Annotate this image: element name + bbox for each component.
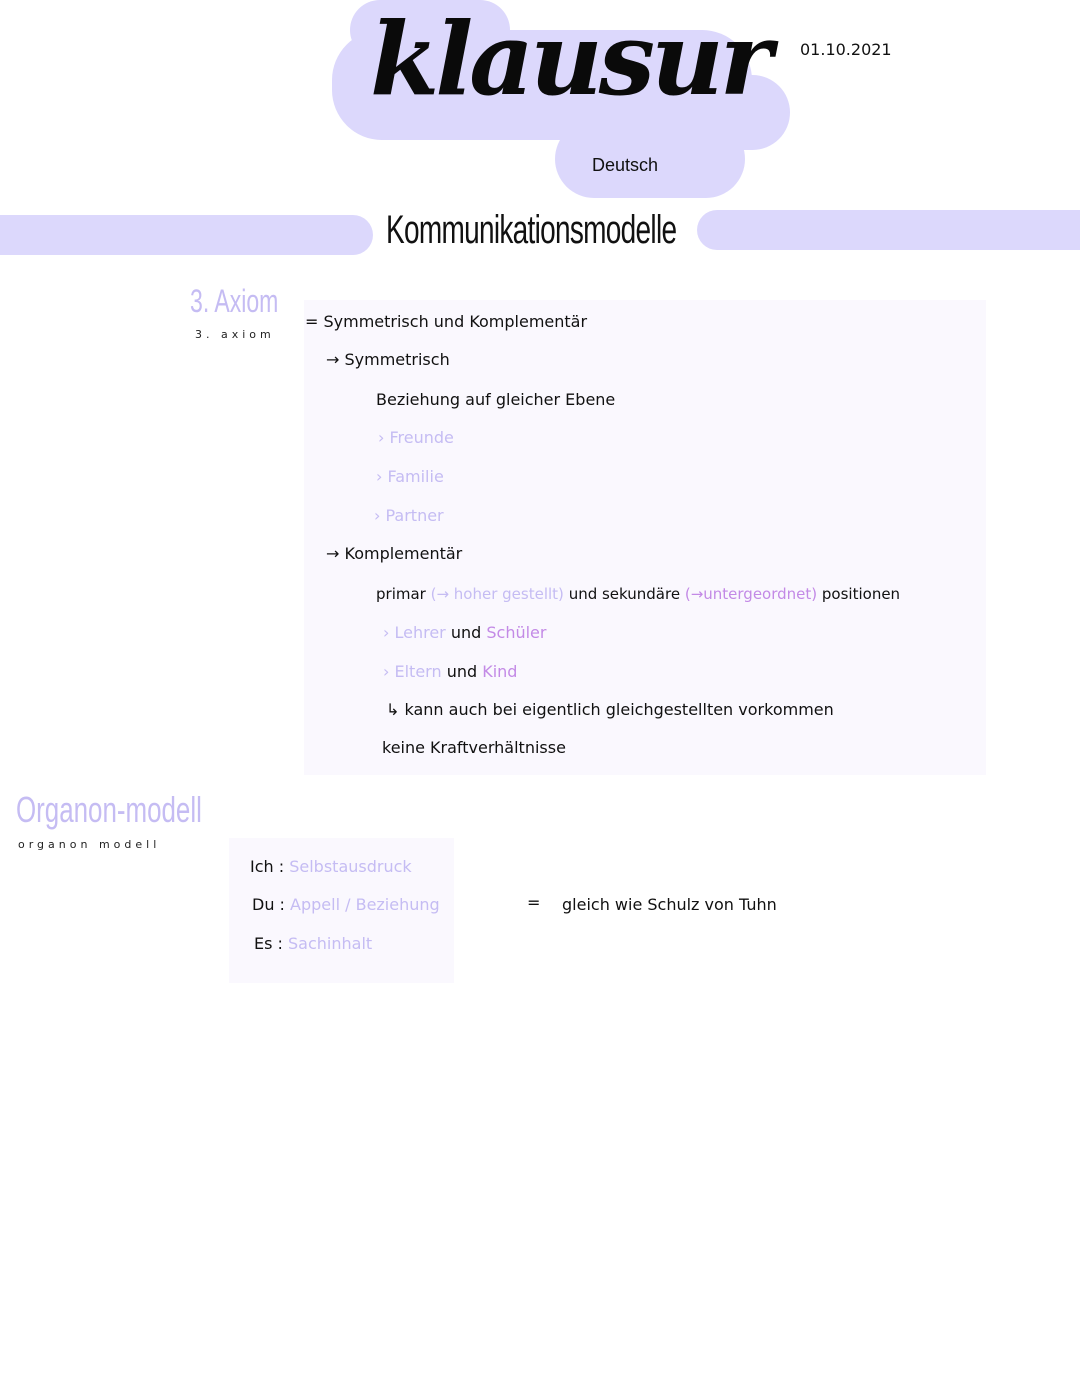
komplementaer-note: ↳ kann auch bei eigentlich gleichgestellten vorkommen [386, 700, 834, 719]
text: › Lehrer [383, 623, 446, 642]
text: und [446, 662, 478, 681]
example-item [383, 662, 517, 682]
example-item: › Partner [374, 506, 444, 525]
equals-sign: = [527, 893, 541, 912]
text: Kind [482, 662, 518, 681]
organon-heading-sub: organon modell [18, 838, 161, 851]
row-value: Sachinhalt [288, 934, 373, 953]
row-value: Appell / Beziehung [290, 895, 440, 914]
example-item [383, 623, 546, 643]
symmetrisch-label: → Symmetrisch [326, 350, 450, 369]
row-value: Selbstausdruck [289, 857, 412, 876]
text: › Eltern [383, 662, 442, 681]
komplementaer-label: → Komplementär [326, 544, 463, 563]
symmetrisch-point: Beziehung auf gleicher Ebene [376, 390, 616, 409]
organon-comparison: gleich wie Schulz von Tuhn [562, 895, 777, 914]
title: klausur [370, 0, 769, 118]
example-item: › Freunde [378, 428, 454, 447]
text: Schüler [486, 623, 547, 642]
text: primar [376, 585, 426, 603]
komplementaer-point-2: keine Kraftverhältnisse [382, 738, 566, 757]
komplementaer-point [376, 585, 900, 604]
date: 01.10.2021 [800, 40, 892, 59]
text: (→untergeordnet) [684, 585, 818, 603]
organon-row [250, 857, 412, 877]
row-key: Ich : [250, 857, 285, 876]
axiom-heading-sub: 3. axiom [195, 328, 275, 341]
text: und [450, 623, 482, 642]
text: (→ hoher gestellt) [430, 585, 564, 603]
example-item: › Familie [376, 467, 444, 486]
subject: Deutsch [592, 155, 659, 175]
organon-row [252, 895, 440, 915]
axiom-definition: = Symmetrisch und Komplementär [305, 312, 588, 331]
text: positionen [821, 585, 901, 603]
organon-heading: Organon-modell [16, 789, 202, 830]
axiom-heading: 3. Axiom [190, 283, 279, 319]
topic-bar-left [0, 215, 373, 255]
organon-row [254, 934, 372, 954]
row-key: Es : [254, 934, 283, 953]
row-key: Du : [252, 895, 285, 914]
topic-bar-right [697, 210, 1080, 250]
topic-title: Kommunikationsmodelle [386, 208, 677, 252]
text: und sekundäre [568, 585, 681, 603]
